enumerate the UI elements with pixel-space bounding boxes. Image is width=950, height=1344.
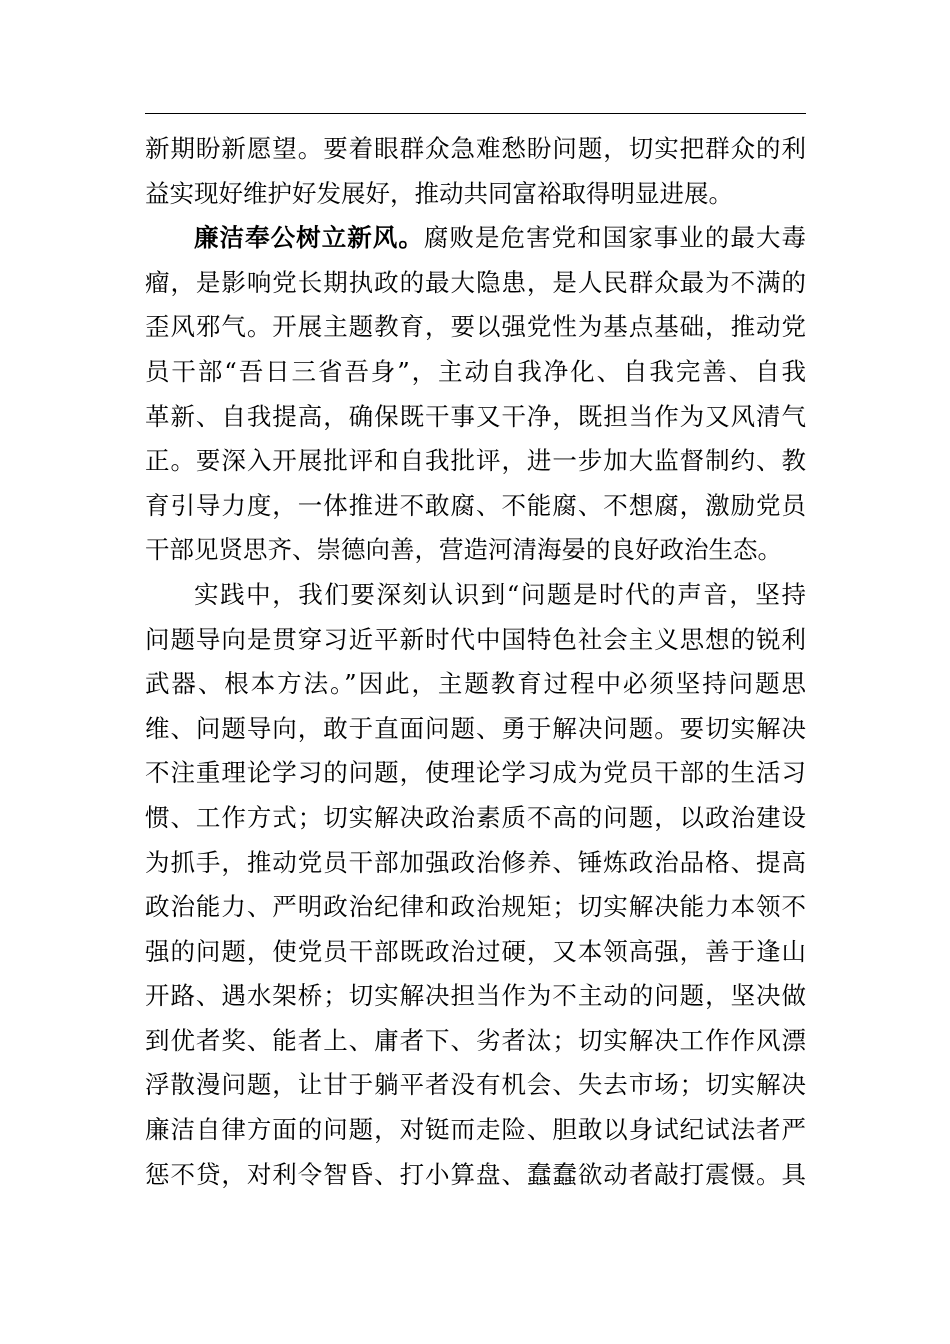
text-line: 为抓手，推动党员干部加强政治修养、锤炼政治品格、提高 bbox=[145, 847, 806, 877]
text-line: 瘤，是影响党长期执政的最大隐患，是人民群众最为不满的 bbox=[145, 267, 806, 297]
text-line: 惩不贷，对利令智昏、打小算盘、蠢蠢欲动者敲打震慑。具 bbox=[145, 1159, 806, 1189]
text-line: 实践中，我们要深刻认识到“问题是时代的声音，坚持 bbox=[194, 579, 806, 609]
text-line: 政治能力、严明政治纪律和政治规矩；切实解决能力本领不 bbox=[145, 892, 806, 922]
paragraph-heading: 廉洁奉公树立新风。 bbox=[194, 223, 424, 253]
body-text bbox=[145, 127, 806, 1197]
text-line: 惯、工作方式；切实解决政治素质不高的问题，以政治建设 bbox=[145, 802, 806, 832]
text-line: 员干部“吾日三省吾身”，主动自我净化、自我完善、自我 bbox=[145, 356, 806, 386]
text-line: 歪风邪气。开展主题教育，要以强党性为基点基础，推动党 bbox=[145, 312, 806, 342]
text-line: 武器、根本方法。”因此，主题教育过程中必须坚持问题思 bbox=[145, 669, 806, 699]
text-line: 不注重理论学习的问题，使理论学习成为党员干部的生活习 bbox=[145, 758, 806, 788]
text-line: 新期盼新愿望。要着眼群众急难愁盼问题，切实把群众的利 bbox=[145, 134, 806, 163]
text-line: 育引导力度，一体推进不敢腐、不能腐、不想腐，激励党员 bbox=[145, 490, 806, 520]
text-line: 问题导向是贯穿习近平新时代中国特色社会主义思想的锐利 bbox=[145, 624, 806, 654]
text-line: 强的问题，使党员干部既政治过硬，又本领高强，善于逢山 bbox=[145, 936, 806, 966]
header-rule bbox=[145, 113, 806, 114]
text-line: 到优者奖、能者上、庸者下、劣者汰；切实解决工作作风漂 bbox=[145, 1025, 806, 1055]
text-run: 腐败是危害党和国家事业的最大毒 bbox=[423, 223, 806, 253]
text-line: 干部见贤思齐、崇德向善，营造河清海晏的良好政治生态。 bbox=[145, 535, 782, 565]
text-line: 开路、遇水架桥；切实解决担当作为不主动的问题，坚决做 bbox=[145, 981, 806, 1011]
paragraph-2 bbox=[145, 216, 806, 573]
text-line: 正。要深入开展批评和自我批评，进一步加大监督制约、教 bbox=[145, 446, 806, 476]
text-line: 浮散漫问题，让甘于躺平者没有机会、失去市场；切实解决 bbox=[145, 1070, 806, 1100]
text-line: 维、问题导向，敢于直面问题、勇于解决问题。要切实解决 bbox=[145, 713, 806, 743]
paragraph-3 bbox=[145, 573, 806, 1197]
text-line: 益实现好维护好发展好，推动共同富裕取得明显进展。 bbox=[145, 178, 733, 208]
text-line: 廉洁自律方面的问题，对铤而走险、胆敢以身试纪试法者严 bbox=[145, 1115, 806, 1145]
paragraph-1 bbox=[145, 127, 806, 216]
text-line: 革新、自我提高，确保既干事又干净，既担当作为又风清气 bbox=[145, 401, 806, 431]
text-line bbox=[145, 216, 806, 261]
